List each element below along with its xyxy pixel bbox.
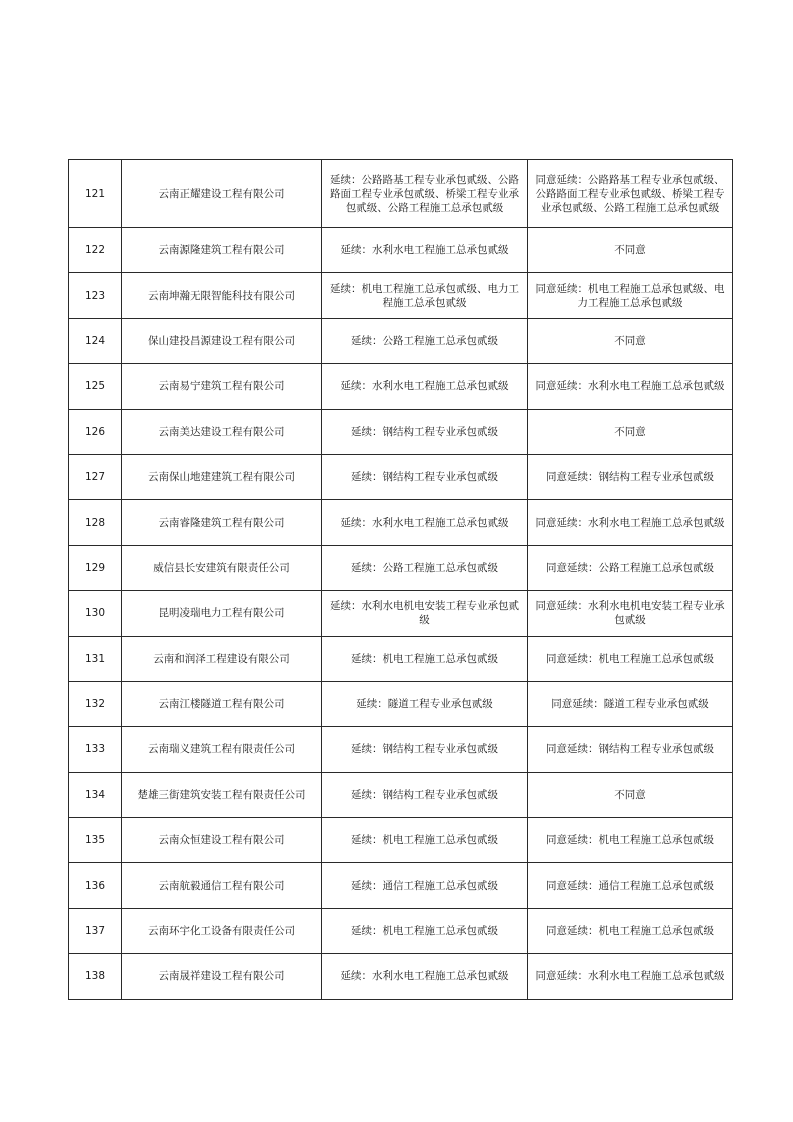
company-name: 云南晟祥建设工程有限公司 (122, 954, 322, 999)
table-body (69, 160, 733, 1000)
application-content: 延续：机电工程施工总承包贰级、电力工程施工总承包贰级 (322, 273, 528, 318)
company-name: 云南睿隆建筑工程有限公司 (122, 500, 322, 545)
review-opinion: 同意延续：公路工程施工总承包贰级 (528, 545, 733, 590)
application-content: 延续：水利水电机电安装工程专业承包贰级 (322, 591, 528, 636)
application-content: 延续：机电工程施工总承包贰级 (322, 908, 528, 953)
table-row (69, 863, 733, 908)
row-number: 138 (69, 954, 122, 999)
review-opinion: 同意延续：水利水电工程施工总承包贰级 (528, 954, 733, 999)
application-content: 延续：水利水电工程施工总承包贰级 (322, 954, 528, 999)
application-content: 延续：水利水电工程施工总承包贰级 (322, 364, 528, 409)
review-opinion: 同意延续：机电工程施工总承包贰级、电力工程施工总承包贰级 (528, 273, 733, 318)
company-name: 云南美达建设工程有限公司 (122, 409, 322, 454)
table-row (69, 591, 733, 636)
review-opinion: 同意延续：公路路基工程专业承包贰级、公路路面工程专业承包贰级、桥梁工程专业承包贰级、公路工程施工总承包贰级 (528, 160, 733, 228)
application-content: 延续：公路路基工程专业承包贰级、公路路面工程专业承包贰级、桥梁工程专业承包贰级、公路工程施工总承包贰级 (322, 160, 528, 228)
table-row (69, 454, 733, 499)
review-opinion: 不同意 (528, 409, 733, 454)
company-name: 楚雄三街建筑安装工程有限责任公司 (122, 772, 322, 817)
company-name: 云南保山地建建筑工程有限公司 (122, 454, 322, 499)
review-opinion: 同意延续：通信工程施工总承包贰级 (528, 863, 733, 908)
review-opinion: 同意延续：机电工程施工总承包贰级 (528, 908, 733, 953)
row-number: 133 (69, 727, 122, 772)
table-row (69, 818, 733, 863)
application-content: 延续：钢结构工程专业承包贰级 (322, 772, 528, 817)
qualification-table (68, 159, 733, 1000)
table-row (69, 681, 733, 726)
application-content: 延续：钢结构工程专业承包贰级 (322, 727, 528, 772)
application-content: 延续：机电工程施工总承包贰级 (322, 818, 528, 863)
review-opinion: 同意延续：钢结构工程专业承包贰级 (528, 454, 733, 499)
review-opinion: 同意延续：机电工程施工总承包贰级 (528, 636, 733, 681)
table-row (69, 908, 733, 953)
company-name: 云南和润泽工程建设有限公司 (122, 636, 322, 681)
review-opinion: 同意延续：水利水电工程施工总承包贰级 (528, 500, 733, 545)
company-name: 威信县长安建筑有限责任公司 (122, 545, 322, 590)
row-number: 131 (69, 636, 122, 681)
row-number: 135 (69, 818, 122, 863)
application-content: 延续：机电工程施工总承包贰级 (322, 636, 528, 681)
table-row (69, 636, 733, 681)
table-row (69, 318, 733, 363)
review-opinion: 不同意 (528, 772, 733, 817)
row-number: 128 (69, 500, 122, 545)
table-row (69, 228, 733, 273)
review-opinion: 同意延续：水利水电机电安装工程专业承包贰级 (528, 591, 733, 636)
company-name: 昆明凌瑞电力工程有限公司 (122, 591, 322, 636)
table-row (69, 364, 733, 409)
row-number: 122 (69, 228, 122, 273)
table-row (69, 727, 733, 772)
review-opinion: 同意延续：水利水电工程施工总承包贰级 (528, 364, 733, 409)
row-number: 132 (69, 681, 122, 726)
review-opinion: 同意延续：钢结构工程专业承包贰级 (528, 727, 733, 772)
table-row (69, 273, 733, 318)
table-row (69, 954, 733, 999)
row-number: 136 (69, 863, 122, 908)
table-row (69, 160, 733, 228)
company-name: 云南环宇化工设备有限责任公司 (122, 908, 322, 953)
company-name: 云南瑞义建筑工程有限责任公司 (122, 727, 322, 772)
table-row (69, 545, 733, 590)
row-number: 124 (69, 318, 122, 363)
application-content: 延续：公路工程施工总承包贰级 (322, 545, 528, 590)
row-number: 134 (69, 772, 122, 817)
company-name: 云南易宁建筑工程有限公司 (122, 364, 322, 409)
application-content: 延续：通信工程施工总承包贰级 (322, 863, 528, 908)
application-content: 延续：水利水电工程施工总承包贰级 (322, 500, 528, 545)
company-name: 云南源隆建筑工程有限公司 (122, 228, 322, 273)
row-number: 129 (69, 545, 122, 590)
company-name: 云南众恒建设工程有限公司 (122, 818, 322, 863)
review-opinion: 同意延续：隧道工程专业承包贰级 (528, 681, 733, 726)
row-number: 127 (69, 454, 122, 499)
company-name: 保山建投昌源建设工程有限公司 (122, 318, 322, 363)
row-number: 126 (69, 409, 122, 454)
review-opinion: 不同意 (528, 318, 733, 363)
company-name: 云南航毅通信工程有限公司 (122, 863, 322, 908)
row-number: 123 (69, 273, 122, 318)
row-number: 130 (69, 591, 122, 636)
table-row (69, 772, 733, 817)
table-row (69, 500, 733, 545)
company-name: 云南坤瀚无限智能科技有限公司 (122, 273, 322, 318)
row-number: 137 (69, 908, 122, 953)
application-content: 延续：水利水电工程施工总承包贰级 (322, 228, 528, 273)
application-content: 延续：钢结构工程专业承包贰级 (322, 409, 528, 454)
row-number: 121 (69, 160, 122, 228)
company-name: 云南正耀建设工程有限公司 (122, 160, 322, 228)
review-opinion: 不同意 (528, 228, 733, 273)
application-content: 延续：公路工程施工总承包贰级 (322, 318, 528, 363)
application-content: 延续：隧道工程专业承包贰级 (322, 681, 528, 726)
company-name: 云南江楼隧道工程有限公司 (122, 681, 322, 726)
row-number: 125 (69, 364, 122, 409)
table-row (69, 409, 733, 454)
application-content: 延续：钢结构工程专业承包贰级 (322, 454, 528, 499)
review-opinion: 同意延续：机电工程施工总承包贰级 (528, 818, 733, 863)
